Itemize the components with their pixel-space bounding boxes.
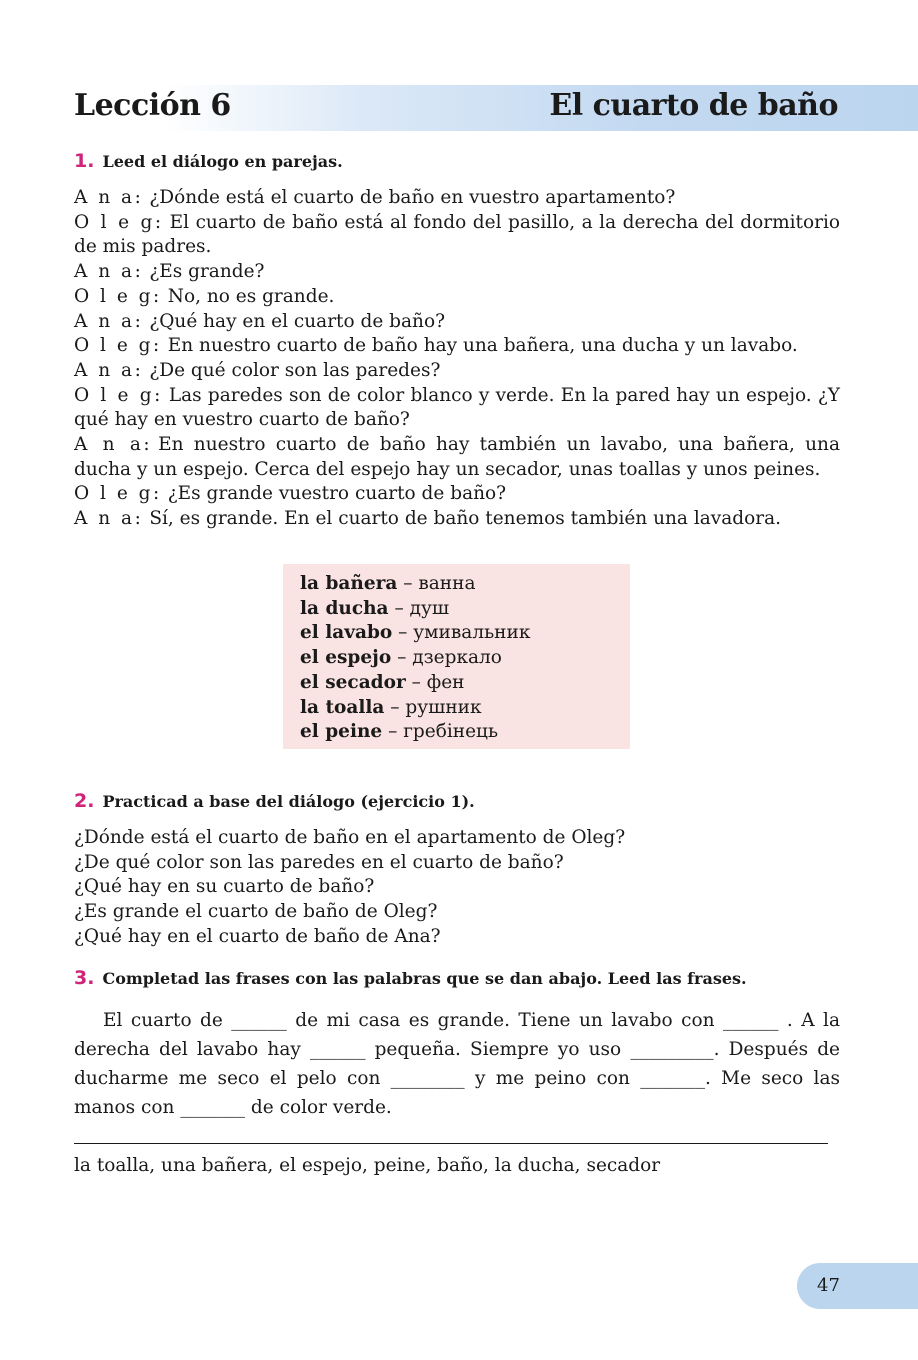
speaker: A n a:: [74, 261, 144, 283]
exercise-1-number: 1.: [74, 150, 95, 172]
divider-line: [74, 1143, 828, 1144]
fill-in-paragraph: El cuarto de ______ de mi casa es grande. Tiene un lavabo con ______ . A la derecha del lavabo hay ______ pequeña. Siempre yo uso _________. Después de ducharme me seco el pelo con ________ y me peino con _______. Me seco las manos con _______ de color verde.: [74, 1010, 840, 1118]
dialogue-line: [74, 334, 840, 359]
question-item: ¿Qué hay en su cuarto de baño?: [74, 876, 375, 898]
exercise-3-heading: [74, 967, 747, 989]
vocab-translation: – душ: [394, 597, 450, 619]
speaker: A n a:: [74, 359, 144, 381]
vocab-translation: – дзеркало: [397, 647, 502, 669]
question-item: ¿Qué hay en el cuarto de baño de Ana?: [74, 925, 441, 947]
vocab-term: el secador: [300, 671, 406, 693]
dialogue-line: [74, 359, 840, 384]
vocab-item: [300, 696, 630, 721]
speaker: O l e g:: [74, 335, 162, 357]
dialogue-text: ¿Es grande vuestro cuarto de baño?: [167, 483, 507, 505]
question-item: ¿Dónde está el cuarto de baño en el apartamento de Oleg?: [74, 827, 626, 848]
vocab-item: [300, 597, 630, 622]
dialogue-line: [74, 211, 840, 260]
dialogue-line: [74, 285, 840, 310]
dialogue-line: [74, 507, 840, 532]
speaker: O l e g:: [74, 285, 162, 307]
dialogue-text: No, no es grande.: [167, 285, 335, 307]
dialogue-line: [74, 310, 840, 335]
vocab-translation: – рушник: [390, 696, 482, 718]
page-number: 47: [797, 1263, 918, 1309]
exercise-2-heading: [74, 790, 475, 812]
dialogue-line: [74, 186, 840, 211]
dialogue-text: Las paredes son de color blanco y verde. En la pared hay un espejo. ¿Y qué hay en vuestro cuarto de baño?: [74, 384, 841, 431]
exercise-3-number: 3.: [74, 967, 95, 989]
vocab-item: [300, 646, 630, 671]
dialogue-text: Sí, es grande. En el cuarto de baño tenemos también una lavadora.: [149, 508, 782, 530]
speaker: A n a:: [74, 434, 153, 456]
dialogue-text: El cuarto de baño está al fondo del pasillo, a la derecha del dormitorio de mis padres.: [74, 211, 840, 258]
lesson-title: Lección 6: [74, 88, 231, 123]
dialogue-line: [74, 260, 840, 285]
speaker: O l e g:: [74, 483, 162, 505]
question-list: [74, 826, 840, 950]
vocab-translation: – фен: [411, 671, 465, 693]
vocab-term: el espejo: [300, 647, 392, 669]
dialogue-text: En nuestro cuarto de baño hay también un lavabo, una bañera, una ducha y un espejo. Cerca del espejo hay un secador, unas toallas y unos peines.: [74, 434, 840, 480]
dialogue-line: [74, 433, 840, 482]
speaker: A n a:: [74, 508, 144, 530]
question-item: ¿Es grande el cuarto de baño de Oleg?: [74, 901, 438, 923]
exercise-1-heading: [74, 150, 343, 172]
vocab-item: [300, 720, 630, 745]
dialogue-text: En nuestro cuarto de baño hay una bañera, una ducha y un lavabo.: [167, 335, 798, 357]
dialogue: [74, 186, 840, 532]
question-item: ¿De qué color son las paredes en el cuarto de baño?: [74, 851, 564, 873]
vocabulary-box: [283, 564, 630, 749]
dialogue-text: ¿De qué color son las paredes?: [149, 359, 441, 381]
speaker: O l e g:: [74, 211, 164, 233]
exercise-3-instruction: Completad las frases con las palabras que se dan abajo. Leed las frases.: [102, 969, 747, 988]
vocab-item: [300, 572, 630, 597]
dialogue-line: [74, 384, 840, 433]
vocab-item: [300, 621, 630, 646]
lesson-topic: El cuarto de baño: [549, 88, 838, 123]
vocab-term: el peine: [300, 721, 383, 743]
vocab-translation: – ванна: [403, 573, 476, 594]
vocab-term: el lavabo: [300, 622, 393, 644]
dialogue-text: ¿Dónde está el cuarto de baño en vuestro apartamento?: [149, 187, 676, 208]
vocab-term: la ducha: [300, 597, 389, 619]
vocab-translation: – умивальник: [398, 622, 531, 644]
dialogue-line: [74, 482, 840, 507]
word-bank: la toalla, una bañera, el espejo, peine, baño, la ducha, secador: [74, 1155, 661, 1176]
dialogue-text: ¿Es grande?: [149, 261, 265, 283]
exercise-2-number: 2.: [74, 790, 95, 812]
vocab-translation: – гребінець: [388, 721, 499, 743]
exercise-1-instruction: Leed el diálogo en parejas.: [102, 152, 343, 171]
speaker: A n a:: [74, 187, 144, 208]
vocab-term: la bañera: [300, 573, 398, 594]
vocab-term: la toalla: [300, 696, 385, 718]
vocab-item: [300, 671, 630, 696]
exercise-2-instruction: Practicad a base del diálogo (ejercicio 1).: [102, 792, 475, 811]
speaker: A n a:: [74, 310, 144, 332]
speaker: O l e g:: [74, 384, 163, 406]
dialogue-text: ¿Qué hay en el cuarto de baño?: [149, 310, 446, 332]
